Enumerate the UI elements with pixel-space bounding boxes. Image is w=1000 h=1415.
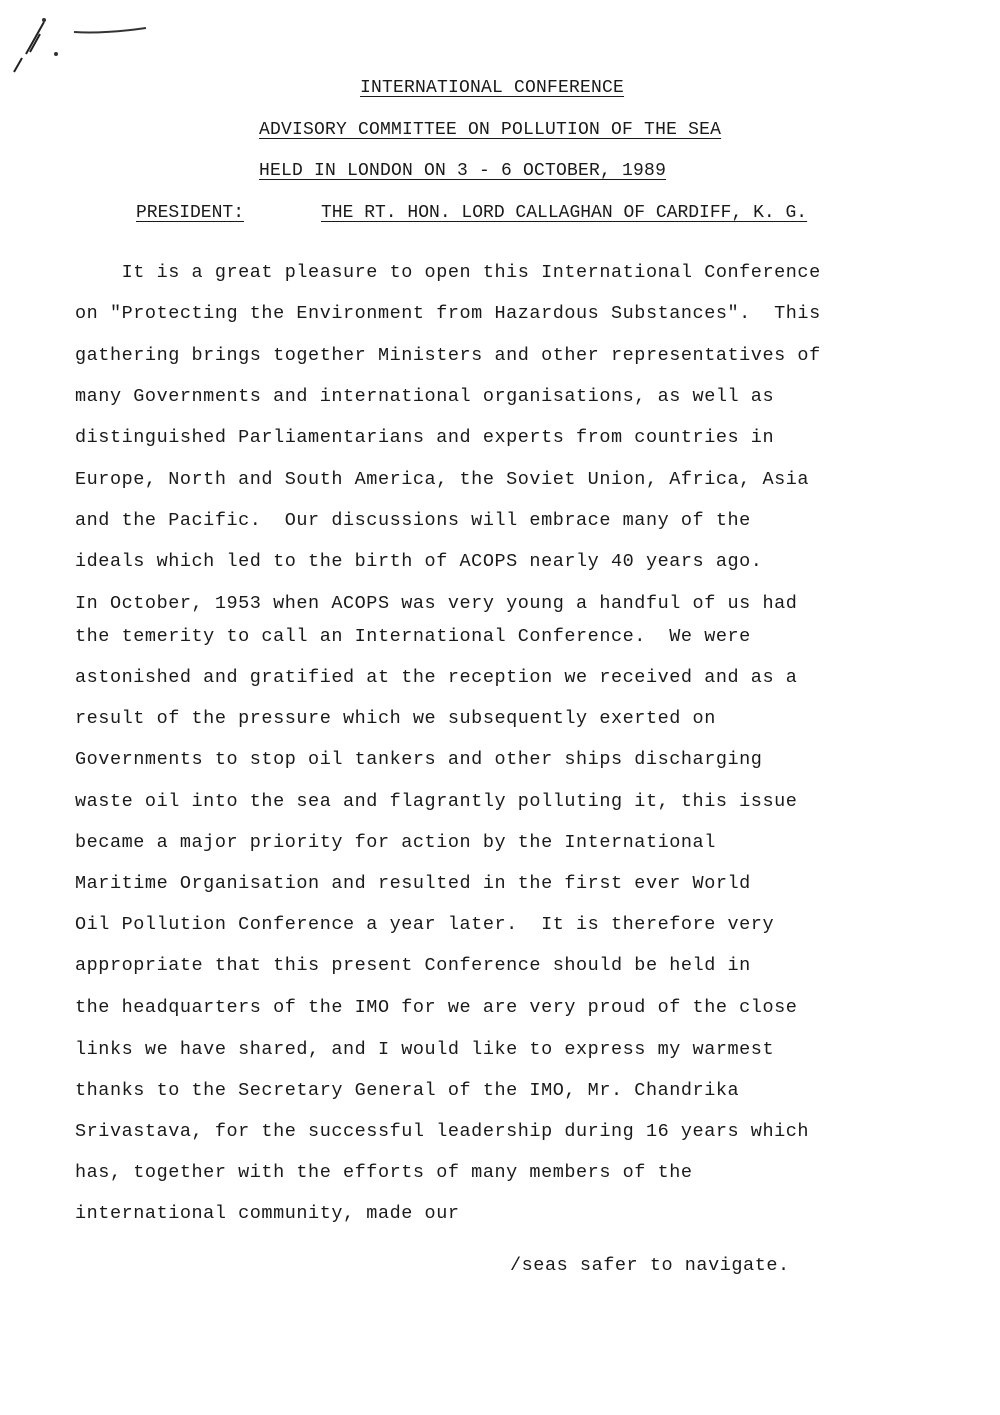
president-name: THE RT. HON. LORD CALLAGHAN OF CARDIFF, K. G. [321, 203, 808, 223]
body-line: the temerity to call an International Conference. We were [75, 626, 751, 647]
body-line: Oil Pollution Conference a year later. It is therefore very [75, 914, 775, 935]
handwritten-mark [4, 14, 154, 74]
president-label: PRESIDENT: [136, 203, 245, 223]
body-line: many Governments and international organisations, as well as [75, 386, 775, 407]
body-line: the headquarters of the IMO for we are very proud of the close [75, 997, 798, 1018]
closing-line: /seas safer to navigate. [510, 1255, 790, 1276]
body-line: result of the pressure which we subsequently exerted on [75, 708, 716, 729]
body-line: and the Pacific. Our discussions will embrace many of the [75, 510, 751, 531]
committee-heading: ADVISORY COMMITTEE ON POLLUTION OF THE SEA [259, 120, 722, 140]
date-heading: HELD IN LONDON ON 3 - 6 OCTOBER, 1989 [259, 161, 667, 181]
body-line: gathering brings together Ministers and other representatives of [75, 345, 821, 366]
body-line: distinguished Parliamentarians and experts from countries in [75, 427, 775, 448]
body-line: Srivastava, for the successful leadership during 16 years which [75, 1121, 810, 1142]
body-line: It is a great pleasure to open this International Conference [75, 262, 821, 283]
body-line: links we have shared, and I would like to express my warmest [75, 1039, 775, 1060]
body-line: Governments to stop oil tankers and other ships discharging [75, 749, 763, 770]
body-line: Europe, North and South America, the Soviet Union, Africa, Asia [75, 469, 810, 490]
body-line: appropriate that this present Conference should be held in [75, 955, 751, 976]
body-line: waste oil into the sea and flagrantly polluting it, this issue [75, 791, 798, 812]
body-line: ideals which led to the birth of ACOPS nearly 40 years ago. [75, 551, 763, 572]
body-line: became a major priority for action by the International [75, 832, 716, 853]
conference-heading: INTERNATIONAL CONFERENCE [360, 78, 625, 98]
body-line: In October, 1953 when ACOPS was very young a handful of us had [75, 593, 798, 614]
body-line: thanks to the Secretary General of the IMO, Mr. Chandrika [75, 1080, 740, 1101]
body-line: on "Protecting the Environment from Hazardous Substances". This [75, 303, 821, 324]
body-line: has, together with the efforts of many members of the [75, 1162, 693, 1183]
body-line: astonished and gratified at the reception we received and as a [75, 667, 798, 688]
body-line: international community, made our [75, 1203, 460, 1224]
body-line: Maritime Organisation and resulted in the first ever World [75, 873, 751, 894]
